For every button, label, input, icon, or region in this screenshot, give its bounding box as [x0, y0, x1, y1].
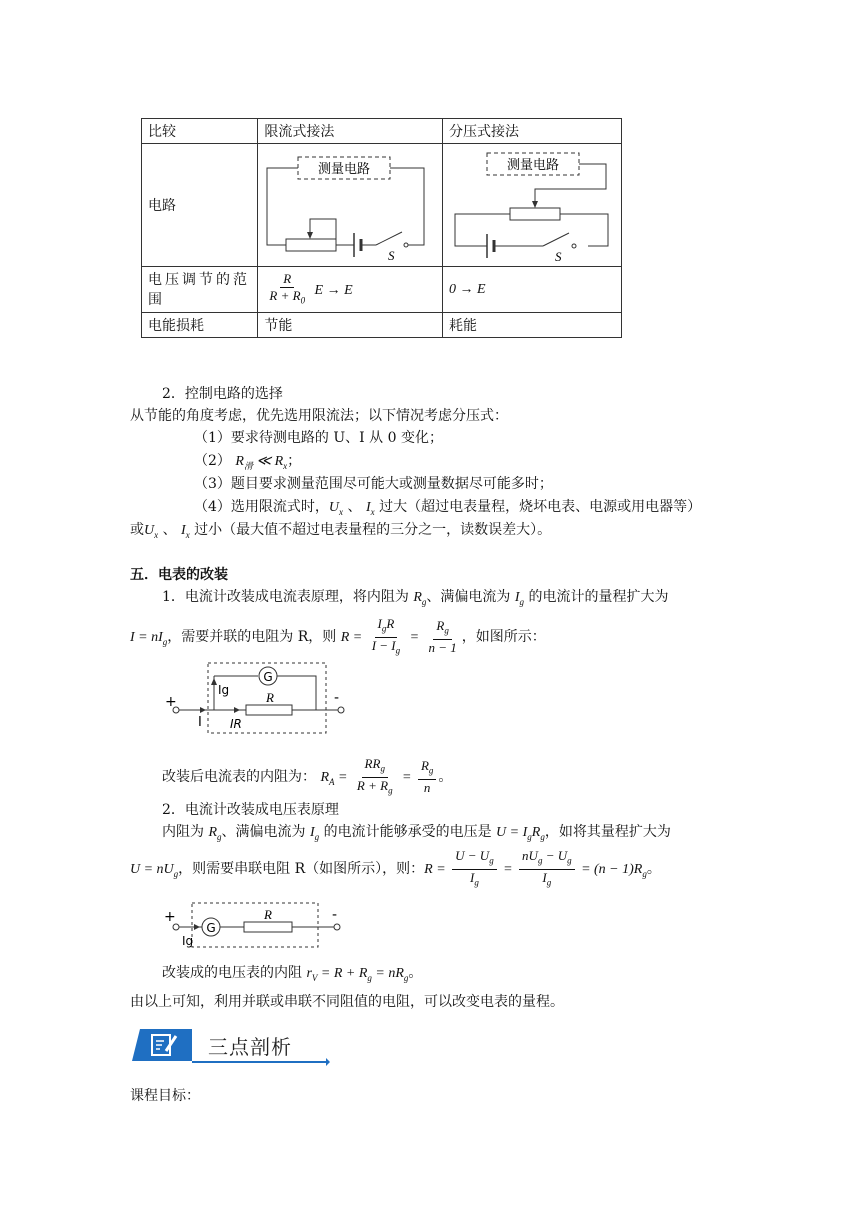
svg-text:+: + [165, 694, 177, 710]
table-header-row [142, 119, 622, 144]
svg-text:Ig: Ig [218, 683, 230, 697]
series-resistor [244, 922, 292, 932]
table-row-circuit [142, 144, 622, 267]
row-label-voltage: 电压调节的范围 [142, 267, 258, 313]
row-label-energy: 电能损耗 [142, 313, 258, 338]
svg-text:-: - [332, 907, 338, 923]
svg-text:IR: IR [230, 717, 242, 731]
switch-label: S [555, 249, 562, 262]
section2-item4: （4）选用限流式时，$U_x$ 、 $I_x$ 过大（超过电表量程，烧坏电表、电源或用电器等） [194, 499, 702, 517]
voltmeter-conversion-diagram [162, 897, 352, 953]
switch-label: S [388, 248, 395, 262]
rheostat [286, 239, 336, 251]
section-banner [130, 1027, 330, 1067]
svg-text:Ig: Ig [182, 934, 194, 948]
shunt-resistor [246, 705, 292, 715]
divider-circuit-diagram [443, 144, 621, 262]
section5-title: 五．电表的改装 [130, 567, 228, 583]
measure-box-label: 测量电路 [506, 158, 560, 173]
table-row-voltage [142, 267, 622, 313]
header-divider: 分压式接法 [443, 119, 622, 144]
section5-ammeter-resistance: 改装后电流表的内阻为： $R_A$ = $\frac{RR_g}{R + R_g}$ = $\frac{R_g}{n}$ 。 [162, 756, 453, 796]
limit-energy: 节能 [258, 313, 443, 338]
section5-p2: 内阻为 $R_g$、满偏电流为 $I_g$ 的电流计能够承受的电压是 $U = I_gR_g$，如将其量程扩大为 [162, 824, 671, 842]
limit-range-cell [258, 267, 443, 313]
svg-text:+: + [164, 909, 176, 925]
section2-title: 2．控制电路的选择 [162, 386, 283, 402]
switch-blade [376, 232, 402, 245]
section5-p2-title: 2．电流计改装成电压表原理 [162, 802, 339, 818]
section5-p1-cont: $I = nI_g$，需要并联的电阻为 R，则 R = $\frac{I_gR}{I - I_g}$ = $\frac{R_g}{n - 1}$ ，如图所示： [130, 616, 546, 656]
section2-intro: 从节能的角度考虑，优先选用限流法；以下情况考虑分压式： [130, 408, 508, 424]
limit-circuit-diagram [258, 144, 436, 262]
svg-text:-: - [334, 690, 340, 706]
header-compare: 比较 [142, 119, 258, 144]
limit-range-fraction: $\frac{R}{R + R_0}$ [269, 270, 306, 306]
divider-range-cell: 0 → E [443, 267, 622, 313]
section5-p1: 1．电流计改装成电流表原理，将内阻为 $R_g$、满偏电流为 $I_g$ 的电流计的量程扩大为 [162, 589, 669, 607]
section2-item3: （3）题目要求测量范围尽可能大或测量数据尽可能多时； [194, 476, 553, 492]
table-row-energy [142, 313, 622, 338]
divider-circuit-cell [443, 144, 622, 267]
limit-range-tail: E → E [314, 282, 353, 298]
svg-text:R: R [266, 690, 274, 705]
section5-conclusion: 由以上可知，利用并联或串联不同阻值的电阻，可以改变电表的量程。 [130, 994, 564, 1010]
section5-p2-cont: $U = nU_g$，则需要串联电阻 R（如图所示），则：R = $\frac{U - U_g}{I_g}$ = $\frac{nU_g - U_g}{I_g}$ = $(n - 1)R_g$。 [130, 848, 661, 888]
switch-blade [543, 233, 569, 246]
rheostat [510, 208, 560, 220]
svg-text:G: G [206, 921, 216, 935]
section5-voltmeter-resistance: 改装成的电压表的内阻 $r_V = R + R_g = nR_g$。 [162, 965, 423, 983]
divider-energy: 耗能 [443, 313, 622, 338]
limit-circuit-cell [258, 144, 443, 267]
ammeter-conversion-diagram [162, 658, 352, 742]
svg-text:I: I [198, 715, 202, 730]
header-limit: 限流式接法 [258, 119, 443, 144]
row-label-circuit: 电路 [142, 144, 258, 267]
banner-title: 三点剖析 [208, 1035, 292, 1059]
svg-text:R: R [264, 907, 272, 922]
course-goal-label: 课程目标： [130, 1088, 200, 1104]
comparison-table [141, 118, 622, 338]
svg-text:G: G [263, 670, 273, 684]
section2-item4-cont: 或$U_x$ 、 $I_x$ 过小（最大值不超过电表量程的三分之一，读数误差大）。 [130, 522, 552, 540]
section2-item2: （2） $R_滑$ ≪ $R_x$； [194, 453, 302, 471]
section2-item1: （1）要求待测电路的 U、I 从 0 变化； [194, 430, 443, 446]
measure-box-label: 测量电路 [318, 162, 371, 177]
